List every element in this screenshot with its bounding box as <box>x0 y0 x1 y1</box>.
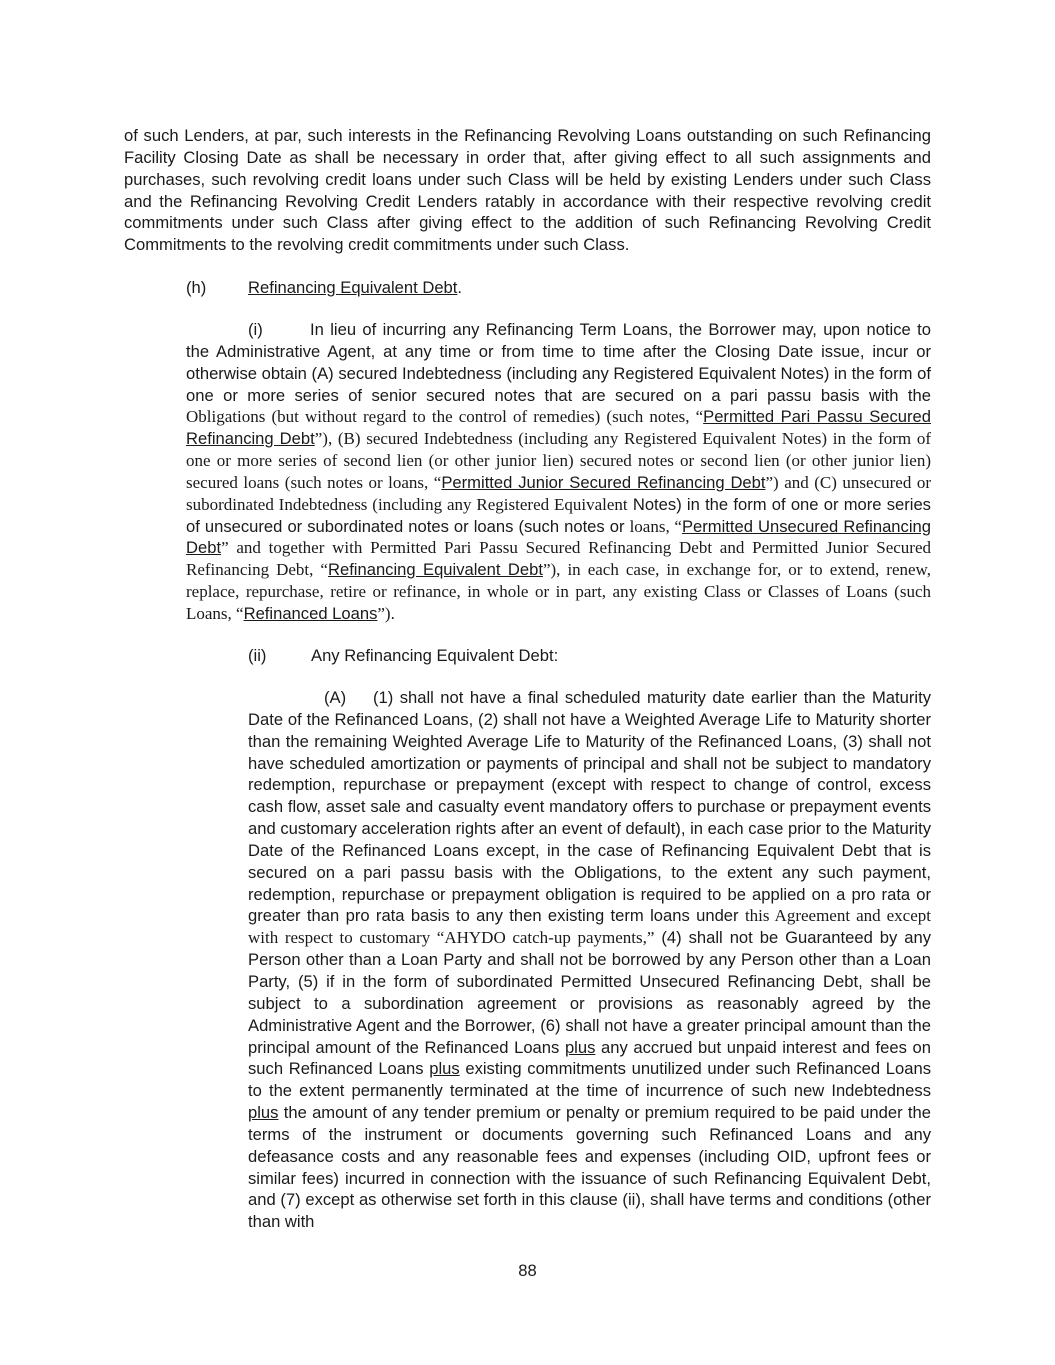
clause-i-paragraph <box>186 319 931 625</box>
clause-ii-heading <box>248 645 931 667</box>
clause-A-text-1: (1) shall not have a final scheduled maturity date earlier than the Maturity Date of the Refinanced Loans, (2) shall not have a Weighted Average Life to Maturity shorter than the remaining Weighted Average Life to Maturity of the Refinanced Loans, (3) shall not have scheduled amortization or payments of principal and shall not be subject to mandatory redemption, repurchase or prepayment (except with respect to change of control, excess cash flow, asset sale and casualty event mandatory offers to purchase or prepayment events and customary acceleration rights after an event of default), in each case prior to the Maturity Date of the Refinanced Loans except, in the case of Refinancing Equivalent Debt that is secured on a pari passu basis with the Obligations, to the extent any such payment, redemption, repurchase or prepayment obligation is required to be applied on a pro rata or greater than pro rata basis to any then existing term loans under <box>248 688 931 926</box>
page-number: 88 <box>518 1261 537 1280</box>
clause-ii-text: Any Refinancing Equivalent Debt: <box>311 646 559 665</box>
clause-i-text-5: ”) and (C) unsecured or subordinated Indebtedness (including any Registered Equivalent <box>186 472 931 514</box>
clause-A-text-5: existing commitments unutilized under such Refinanced Loans to the extent permanently terminated at the time of incurrence of such new Indebtedness <box>248 1059 931 1101</box>
clause-A-text-6: the amount of any tender premium or penalty or premium required to be paid under the terms of the instrument or documents governing such Refinanced Loans and any defeasance costs and any reasonable fees and expenses (including OID, upfront fees or similar fees) incurred in connection with the issuance of such Refinancing Equivalent Debt, and (7) except as otherwise set forth in this clause (ii), shall have terms and conditions (other than with <box>248 1103 931 1232</box>
section-h-heading <box>186 277 931 299</box>
section-h-number: (h) <box>186 278 207 297</box>
clause-i-text-9: ”), in each case, in exchange for, or to extend, renew, replace, repurchase, retire or refinance, in whole or in part, any existing Class or Classes of Loans (such Loans, “ <box>186 560 931 623</box>
clause-i-text-8: ” and together with Permitted Pari Passu Secured Refinancing Debt and Permitted Junior Secured Refinancing Debt, “ <box>186 538 931 580</box>
intro-paragraph <box>124 125 931 256</box>
defined-term-unsecured: Permitted Unsecured Refinancing Debt <box>186 516 931 558</box>
defined-term-refinancing-equivalent-debt: Refinancing Equivalent Debt <box>327 560 543 580</box>
section-h-title: Refinancing Equivalent Debt <box>248 278 458 297</box>
plus-term-3: plus <box>248 1103 279 1123</box>
clause-i-text-7: loans, “ <box>629 516 682 536</box>
clause-i-text-1: In lieu of incurring any Refinancing Term Loans, the Borrower may, upon notice to the Administrative Agent, at any time or from time to time after the Closing Date issue, incur or otherwise obtain (A) secured Indebtedness (including any Registered Equivalent Notes) in the form of one or more series of senior secured notes that are secured on a pari passu basis with the <box>186 320 931 405</box>
section-h-period: . <box>457 278 463 297</box>
defined-term-junior-secured: Permitted Junior Secured Refinancing Debt <box>441 472 766 492</box>
clause-i-text-10: ”). <box>377 603 395 623</box>
clause-A-text-3: (4) shall not be Guaranteed by any Person other than a Loan Party and shall not be borrowed by any Person other than a Loan Party, (5) if in the form of subordinated Permitted Unsecured Refinancing Debt, shall be subject to a subordination agreement or provisions as reasonably agreed by the Administrative Agent and the Borrower, (6) shall not have a greater principal amount than the principal amount of the Refinanced Loans <box>248 928 931 1057</box>
clause-i-text-2: Obligations (but without regard to the control of remedies) (such notes, “ <box>186 407 704 427</box>
clause-ii-number: (ii) <box>248 646 267 665</box>
clause-A-paragraph <box>248 687 931 1233</box>
intro-text: of such Lenders, at par, such interests in the Refinancing Revolving Loans outstanding on such Refinancing Facility Closing Date as shall be necessary in order that, after giving effect to all such assignments and purchases, such revolving credit loans under such Class will be held by existing Lenders under such Class and the Refinancing Revolving Credit Lenders ratably in accordance with their respective revolving credit commitments under such Class after giving effect to the addition of such Refinancing Revolving Credit Commitments to the revolving credit commitments under such Class. <box>124 126 931 255</box>
defined-term-pari-passu: Permitted Pari Passu Secured Refinancing Debt <box>186 407 931 449</box>
clause-i-text-6: Notes) in the form of one or more series of unsecured or subordinated notes or loans (such notes or <box>186 494 931 536</box>
plus-term-1: plus <box>564 1037 596 1057</box>
clause-A-text-2: this Agreement and except with respect to customary “AHYDO catch-up payments,” <box>248 906 931 948</box>
defined-term-refinanced-loans: Refinanced Loans <box>243 603 378 623</box>
plus-term-2: plus <box>429 1059 460 1079</box>
clause-A-text-4: any accrued but unpaid interest and fees on such Refinanced Loans <box>248 1037 931 1079</box>
clause-i-text-3: ”), (B) secured Indebtedness (including any Registered Equivalent Notes) in the form of one or more series of second lien (or other junior lien) secured notes or second <box>186 429 931 471</box>
clause-i-text-4: lien (or other junior lien) secured loans (such notes or loans, “ <box>186 451 931 492</box>
clause-i-number: (i) <box>248 320 263 339</box>
clause-A-number: (A) <box>324 688 347 707</box>
